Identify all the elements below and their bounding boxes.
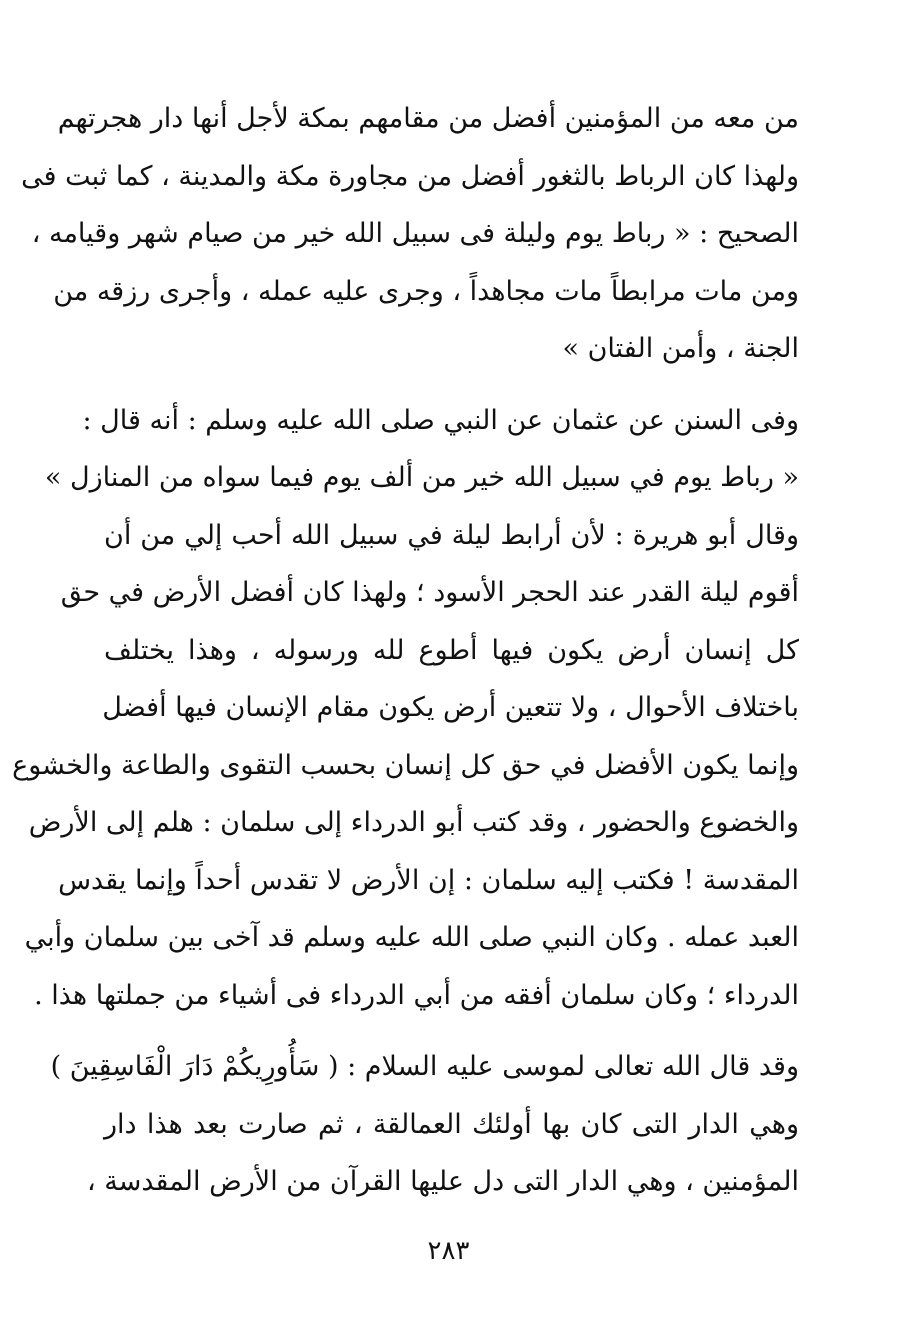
page-number: ٢٨٣	[427, 1236, 470, 1266]
paragraph	[12, 392, 799, 1025]
paragraph-gap	[104, 378, 799, 392]
paragraph	[50, 1038, 799, 1211]
text-line: ومن مات مرابطاً مات مجاهداً ، وجرى عليه عمله ، وأجرى رزقه من	[53, 275, 799, 307]
text-line: والخضوع والحضور ، وقد كتب أبو الدرداء إلى سلمان : هلم إلى الأرض	[28, 807, 799, 838]
paragraph	[21, 90, 799, 378]
text-line: كل إنسان أرض يكون فيها أطوع لله ورسوله ، وهذا يختلف	[104, 634, 799, 666]
page-body	[12, 90, 799, 1211]
text-line: أقوم ليلة القدر عند الحجر الأسود ؛ ولهذا كان أفضل الأرض في حق	[60, 577, 799, 608]
text-line: وقد قال الله تعالى لموسى عليه السلام : ( سَأُورِيكُمْ دَارَ الْفَاسِقِينَ )	[50, 1051, 799, 1082]
text-line: من معه من المؤمنين أفضل من مقامهم بمكة لأجل أنها دار هجرتهم	[57, 103, 799, 134]
text-line: الصحيح : « رباط يوم وليلة فى سبيل الله خير من صيام شهر وقيامه ،	[31, 218, 799, 249]
text-line: باختلاف الأحوال ، ولا تتعين أرض يكون مقام الإنسان فيها أفضل	[102, 692, 799, 723]
text-line: وفى السنن عن عثمان عن النبي صلى الله عليه وسلم : أنه قال :	[82, 404, 799, 436]
text-line: وقال أبو هريرة : لأن أرابط ليلة في سبيل الله أحب إلي من أن	[104, 519, 799, 551]
text-line: « رباط يوم في سبيل الله خير من ألف يوم فيما سواه من المنازل »	[44, 462, 799, 493]
text-line: العبد عمله . وكان النبي صلى الله عليه وسلم قد آخى بين سلمان وأبي	[24, 922, 799, 953]
text-line: الدرداء ؛ وكان سلمان أفقه من أبي الدرداء فى أشياء من جملتها هذا .	[34, 979, 799, 1011]
text-line: المؤمنين ، وهي الدار التى دل عليها القرآن من الأرض المقدسة ،	[86, 1166, 799, 1197]
text-line: وإنما يكون الأفضل في حق كل إنسان بحسب التقوى والطاعة والخشوع	[12, 749, 799, 781]
text-line: وهي الدار التى كان بها أولئك العمالقة ، ثم صارت بعد هذا دار	[104, 1108, 799, 1140]
paragraph-gap	[104, 1024, 799, 1038]
text-line: الجنة ، وأمن الفتان »	[562, 333, 799, 364]
text-line: المقدسة ! فكتب إليه سلمان : إن الأرض لا تقدس أحداً وإنما يقدس	[58, 864, 799, 896]
text-line: ولهذا كان الرباط بالثغور أفضل من مجاورة مكة والمدينة ، كما ثبت فى	[21, 160, 799, 192]
